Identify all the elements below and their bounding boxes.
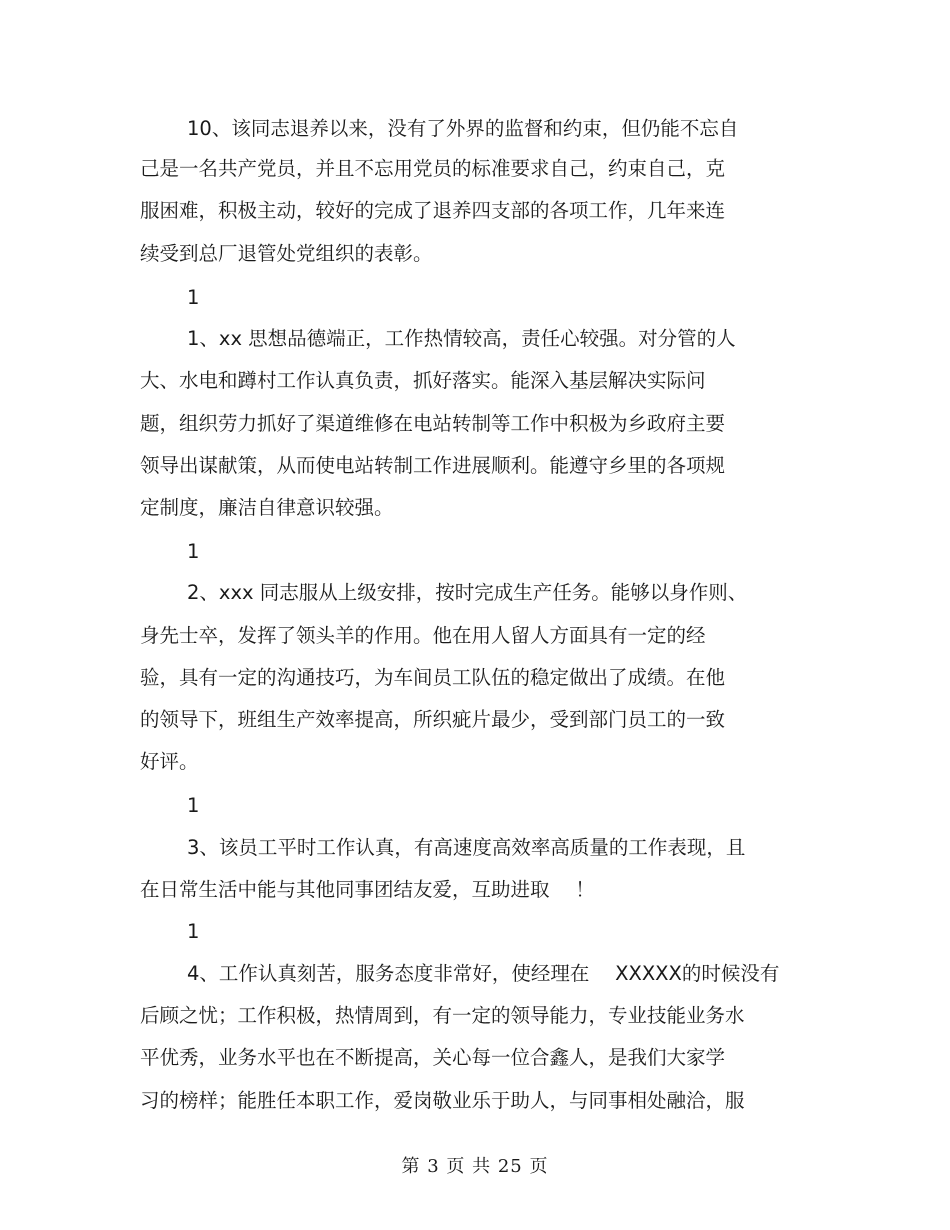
page-marker: 1 [187, 920, 200, 943]
text-line: 大、水电和蹲村工作认真负责，抓好落实。能深入基层解决实际问 [140, 369, 706, 392]
text-line: 己是一名共产党员，并且不忘用党员的标准要求自己，约束自己，克 [140, 157, 726, 180]
text-line: 10、该同志退养以来，没有了外界的监督和约束，但仍能不忘自 [187, 117, 739, 140]
text-line: 领导出谋献策，从而使电站转制工作进展顺利。能遵守乡里的各项规 [140, 454, 726, 477]
text-line: 1、xx 思想品德端正，工作热情较高，责任心较强。对分管的人 [187, 327, 736, 350]
text-line: 平优秀，业务水平也在不断提高，关心每一位合鑫人，是我们大家学 [140, 1046, 726, 1069]
text-line: 在日常生活中能与其他同事团结友爱，互助进取 ！ [140, 878, 595, 901]
text-line: 定制度，廉洁自律意识较强。 [140, 496, 394, 519]
text-line: 身先士卒，发挥了领头羊的作用。他在用人留人方面具有一定的经 [140, 624, 706, 647]
text-line: 3、该员工平时工作认真，有高速度高效率高质量的工作表现，且 [187, 836, 746, 859]
page-marker: 1 [187, 794, 200, 817]
text-line: 的领导下，班组生产效率提高，所织疵片最少，受到部门员工的一致 [140, 708, 726, 731]
text-line: 题，组织劳力抓好了渠道维修在电站转制等工作中积极为乡政府主要 [140, 412, 726, 435]
text-line: 后顾之忧；工作积极，热情周到，有一定的领导能力，专业技能业务水 [140, 1004, 745, 1027]
text-line: 验，具有一定的沟通技巧，为车间员工队伍的稳定做出了成绩。在他 [140, 666, 726, 689]
page-marker: 1 [187, 286, 200, 309]
page-footer: 第 3 页 共 25 页 [401, 1156, 549, 1177]
text-line: 服困难，积极主动，较好的完成了退养四支部的各项工作，几年来连 [140, 199, 726, 222]
page-marker: 1 [187, 540, 200, 563]
text-line: 4、工作认真刻苦，服务态度非常好，使经理在 XXXXX的时候没有 [187, 962, 780, 985]
text-line: 2、xxx 同志服从上级安排，按时完成生产任务。能够以身作则、 [187, 581, 748, 604]
text-line: 习的榜样；能胜任本职工作，爱岗敬业乐于助人，与同事相处融洽，服 [140, 1089, 745, 1112]
text-line: 好评。 [140, 750, 199, 773]
text-line: 续受到总厂退管处党组织的表彰。 [140, 242, 433, 265]
